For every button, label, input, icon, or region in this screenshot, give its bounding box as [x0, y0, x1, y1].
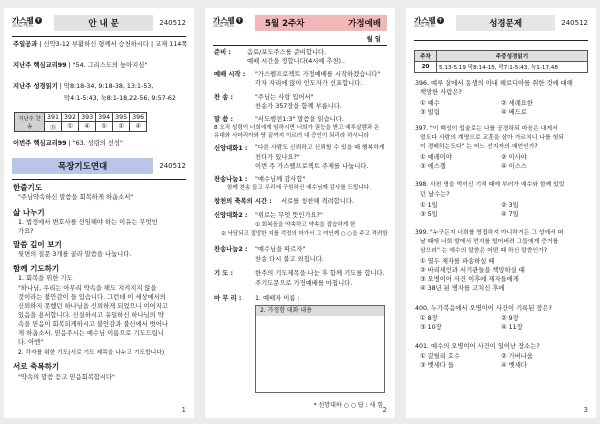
text-line: 마 무 리 :	[214, 295, 242, 302]
info-row: 지난주 핵심교리99 | "54. 그리스도의 높아지심"	[13, 62, 148, 69]
text-line: 이번 주 가스펠프로젝트 주제를 나눕니다.	[255, 163, 369, 170]
page-subtitle: 가정예배	[348, 19, 381, 29]
text-line: 1. 법정에서 변호사를 선임해야 하는 이유는 무엇인	[18, 219, 158, 226]
text-line: 던 날수는?	[420, 191, 450, 198]
logo: 가스펠 ✝ 프로젝트	[12, 15, 41, 29]
text-line: 속을 믿음이 회복되게하시고 불안감과 불신에서 벗어나	[18, 321, 168, 328]
page-header	[213, 14, 387, 32]
text-line: ① 1일	[420, 202, 438, 209]
text-line: 서로를 칭찬해 격려합니다.	[281, 198, 354, 205]
text-line: ③ 에스겔	[420, 163, 446, 170]
text-line: "약속의 말씀 듣고 믿음회복합시다"	[18, 374, 115, 381]
bulletin-page-2	[205, 8, 395, 418]
text-line: 398. 사천 명을 먹이신 기적 때에 부러가 예수와 함께 있었	[415, 182, 565, 188]
next-week-row: 이번주 핵심교리99 | "63. 성령의 선성"	[13, 140, 123, 147]
text-line: ① 예레미야	[420, 154, 452, 161]
text-line: ③ 오병이어 사건 이후에 제자들에게	[420, 276, 519, 283]
text-line: 찬송나눔2 :	[214, 246, 248, 253]
section-date: 240512	[159, 162, 186, 170]
text-line: ② 3일	[501, 202, 519, 209]
text-line: "다른 사람도 신뢰하고 신뢰할 수 있을 때 행복하게	[255, 145, 385, 151]
text-line: ① 예수	[420, 100, 440, 107]
hymn-label: 지난주 찬송	[15, 113, 45, 132]
text-line: ② 이사야	[501, 154, 527, 161]
text-line: 것이라는 불안감이 들 있습니다. 그런데 이 세상에서의	[18, 294, 166, 301]
page-title: 5월 2주차 가정예배	[255, 15, 387, 31]
section-header	[12, 157, 186, 175]
page-header	[12, 14, 186, 32]
table-row: 20 5.13-5.19 막8:14-15, 막7:1-5:43, 눅1-17,48	[415, 62, 588, 73]
text-line: 2. 각자를 위한 기도(서로 기도 제목을 나누고 기도합니다)	[18, 350, 165, 356]
page-number: 2	[382, 406, 387, 414]
text-line: 신앙대화1 :	[214, 145, 248, 152]
text-line: 찬송 다시 불고 외칩니다.	[255, 256, 324, 263]
text-line: 함께 찬송 들고 우리에 구원하신 예수님께 감사를 드립니다.	[227, 185, 371, 191]
prayer-line: "주님약속하신 말씀을 회복하게 하옵소서"	[18, 194, 134, 201]
text-line: "가스펠프로젝트 가정예배를 시작하겠습니다"	[255, 71, 381, 78]
text-line: 멀도다 사람의 계명으로 교훈을 삼아 가르치니 나를 헛되	[420, 135, 564, 141]
text-line: "서도행전1:3" 말씀을 읽습니다.	[255, 116, 344, 123]
text-line: ④ 11장	[501, 324, 523, 331]
date-line: 월 일	[366, 36, 381, 43]
text-line: 이 경배하는도다" 는 어느 선지자의 예언인가?	[420, 144, 538, 150]
reading-table: 주차 주중성경읽기 20 5.13-5.19 막8:14-15, 막7:1-5:43, 눅1-17,48	[414, 50, 588, 73]
text-line: 401. 예수의 오병이어 사건이 일어난 장소는?	[415, 343, 540, 350]
text-line: ③ 5일	[420, 211, 438, 218]
footer-note: * 선망대하 ○ ○ 답 : 새 힘	[313, 402, 383, 409]
text-line: ② 바리새인과 서기관들을 책망하실 때	[420, 267, 525, 274]
text-line: 예배 시간을 정합니다(4시예 추천)..	[247, 58, 346, 65]
text-line: ④ 베드로	[501, 109, 527, 116]
text-line: 가요?	[18, 228, 34, 235]
text-line: 주기도문으로 가정예배를 마칩니다.	[255, 280, 353, 287]
page-number: 1	[181, 406, 186, 414]
text-line: 396. 예루 살에서 동생의 아내 헤로디아를 취한 것에 대해	[415, 80, 573, 87]
info-row: 주일공과 | 신약3-12 부활하신 형께서 승천하시다 | 교재 114쪽	[13, 41, 188, 48]
deep-heading: 말씀 깊이 보기	[13, 240, 62, 249]
text-line: ② 낙담되고 절망한 지를 걱정의 마가서 그 여인께 ○ ○을 주고 격려함	[221, 231, 388, 237]
text-line: 책망한 사람은?	[420, 89, 462, 96]
text-line: "하나님, 우리는 아무리 약속을 해도 지켜지지 않을	[18, 285, 157, 292]
text-line: ④ 38년 된 병자를 고치신 후에	[420, 285, 505, 292]
text-line: 있음을 용서합니다. 신실하시고 유일하신 하나님의 약	[18, 312, 164, 319]
text-line: 말 씀 :	[214, 116, 234, 123]
info-row: 지난주 성경읽기 | 막8:18-34, 9:18-38, 13:1-53,	[13, 83, 154, 90]
page-header	[414, 14, 588, 32]
text-line: 뒷면의 질문 3개를 골라 말씀을 나눕니다.	[18, 251, 132, 258]
text-line: 1. 회복을 위한 기도	[18, 275, 73, 282]
text-line: 삼으라" 는 예수의 말씀은 어떤 때 하신 말씀인가?	[420, 248, 548, 254]
text-line: ④ 벳새다	[501, 362, 527, 369]
text-line: "위로는 무엇 뜻인가요?"	[255, 212, 323, 219]
text-line: ③ 뱃새다 들	[420, 362, 454, 369]
text-line: ③ 빌립	[420, 109, 440, 116]
page-date: 240512	[561, 19, 588, 27]
text-line: 신뢰하지 못했던 하나님을 신뢰하게 되었으니 이어지고	[18, 303, 168, 310]
logo: 가스펠 ✝ 프로젝트	[414, 15, 443, 29]
text-line: 찬송가 357장을 함께 부릅니다.	[255, 103, 342, 110]
share-heading: 삶 나누기	[13, 208, 45, 217]
text-line: 예배 시작 :	[214, 71, 246, 78]
page-number: 3	[583, 406, 588, 414]
page-title: 성경문제	[456, 15, 555, 31]
text-line: 음료/포도주스를 준비합니다.	[247, 49, 327, 56]
text-line: 각자 자리에 앉아 인도자가 선포합니다.	[255, 80, 363, 87]
text-line: 8 오직 성령이 너희에게 임하시면 너희가 권능을 받고 예루살렘과 온	[214, 125, 380, 131]
text-line: ① 열두 제자를 파송하실 때	[420, 258, 495, 265]
text-line: 1. 예배자 이름 :	[255, 295, 300, 302]
text-line: ① 회복음을 약속하고 약속을 잡습하게 한	[255, 222, 356, 228]
text-line: 기 도 :	[214, 270, 234, 277]
text-line: 400. 누가복음에서 오병이어 사건이 기록된 장은?	[415, 305, 552, 312]
text-line: 날 때에 너희 발에서 먼지를 털어버려 그들에게 증거를	[420, 239, 559, 245]
bless-heading: 서로 축복하기	[13, 362, 60, 371]
bulletin-page-1	[4, 8, 194, 418]
text-line: ① 8장	[420, 315, 438, 322]
logo: 가스펠 ✝ 프로젝트	[213, 15, 242, 29]
text-line: 다. 아멘"	[18, 339, 44, 346]
text-line: ② 가버나움	[501, 353, 533, 360]
text-line: "주님는 사랑 입어서"	[255, 94, 314, 101]
text-line: 신앙대화2 :	[214, 212, 248, 219]
text-line: 창천의 축복의 시간 :	[214, 198, 272, 205]
text-line: "예수님께 감사합"	[255, 176, 306, 183]
notes-box: 2. 가정함 대화 내용	[255, 305, 385, 393]
text-line: 찬 송 :	[214, 94, 234, 101]
text-line: 397. "이 백성이 입술로는 나를 공경하되 마음은 내게서	[415, 126, 558, 132]
info-row: 막4:1-5:43, 눅8:1-18,22-56, 9:57-62	[64, 95, 176, 102]
page-title: 안 내 문	[54, 15, 153, 31]
text-line: 친다가 있나요?"	[255, 154, 300, 161]
cross-icon: ✝	[35, 16, 41, 24]
bulletin-page-3	[406, 8, 596, 418]
text-line: ④ 7일	[501, 211, 519, 218]
hymn-table: 지난주 찬송 391 392 393 394 395 396 Ⓑ ① ④ ① ① ④	[14, 112, 147, 132]
prayer-heading: 한줄기도	[13, 183, 42, 192]
text-line: 399. "누구든지 너희를 영접하지 아니하거든 그 성에서 떠	[415, 230, 564, 236]
text-line: ③ 10장	[420, 324, 442, 331]
text-line: ① 갈릴리 호수	[420, 353, 461, 360]
cross-icon: ✝	[437, 16, 443, 24]
text-line: 준비 :	[214, 49, 231, 56]
text-line: 한주의 기도제목을 나눈 후 함께 기도를 합니다.	[255, 270, 385, 277]
text-line: ② 세례요한	[501, 100, 533, 107]
text-line: 게 하옵소서. 믿음주시는 예수님 이름으로 기도드립니	[18, 330, 164, 337]
text-line: "예수님을 따르자"	[255, 246, 306, 253]
text-line: 유대와 사마리아와 땅 끝까지 이르러 내 증인이 되리라 하시니라	[214, 133, 369, 139]
cross-icon: ✝	[236, 16, 242, 24]
page-date: 240512	[159, 19, 186, 27]
text-line: 찬송나눔1 :	[214, 176, 248, 183]
section-title: 목장기도연대	[12, 158, 153, 174]
together-heading: 함께 기도하기	[13, 264, 60, 273]
text-line: ④ 이스스	[501, 163, 527, 170]
text-line: ② 9장	[501, 315, 519, 322]
